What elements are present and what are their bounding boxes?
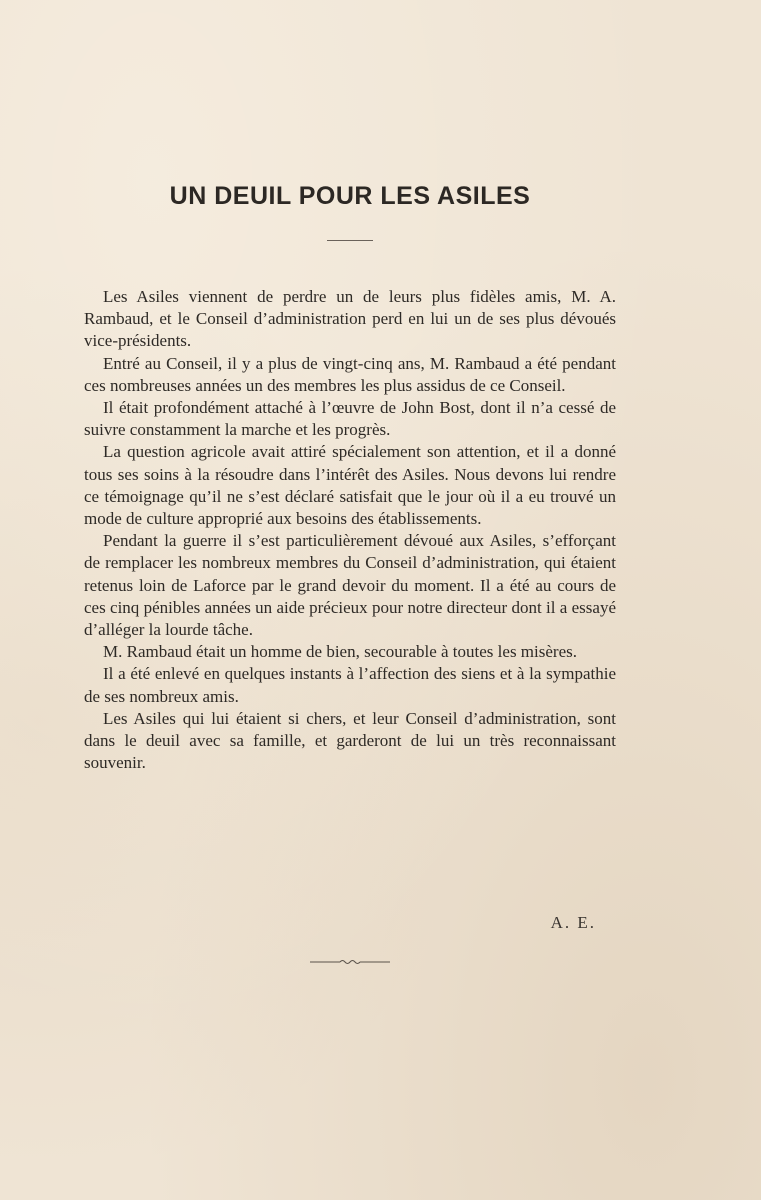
paragraph: Les Asiles viennent de perdre un de leurs plus fidèles amis, M. A. Rambaud, et le Conseil d’administration perd en lui un de ses plus dévoués vice-présidents. [84,287,616,351]
paragraph: Pendant la guerre il s’est particulièrement dévoué aux Asiles, s’efforçant de remplacer les nombreux membres du Conseil d’administration, qui étaient retenus loin de Laforce par le grand devoir du moment. Il a été au cours de ces cinq pénibles années un aide précieux pour notre directeur dont il a essayé d’alléger la lourde tâche. [84,531,616,640]
paragraph: Il a été enlevé en quelques instants à l’affection des siens et à la sympathie de ses nombreux amis. [84,664,616,706]
author-signature: A. E. [550,913,596,932]
article-title: UN DEUIL POUR LES ASILES [169,182,531,210]
title-divider [327,240,373,241]
paragraph: Les Asiles qui lui étaient si chers, et leur Conseil d’administration, sont dans le deuil avec sa famille, et garderont de lui un très reconnaissant souvenir. [84,708,616,773]
end-ornament-icon [310,955,390,969]
paragraph: M. Rambaud était un homme de bien, secourable à toutes les misères. [103,642,577,662]
article-body [84,286,616,774]
paragraph: Il était profondément attaché à l’œuvre de John Bost, dont il n’a cessé de suivre constamment la marche et les progrès. [84,398,616,440]
paragraph: La question agricole avait attiré spécialement son attention, et il a donné tous ses soins à la résoudre dans l’intérêt des Asiles. Nous devons lui rendre ce témoignage qu’il ne s’est déclaré satisfait que le jour où il a eu trouvé un mode de culture approprié aux besoins des établissements. [84,442,616,529]
paragraph: Entré au Conseil, il y a plus de vingt-cinq ans, M. Rambaud a été pendant ces nombreuses années un des membres les plus assidus de ce Conseil. [84,353,616,395]
